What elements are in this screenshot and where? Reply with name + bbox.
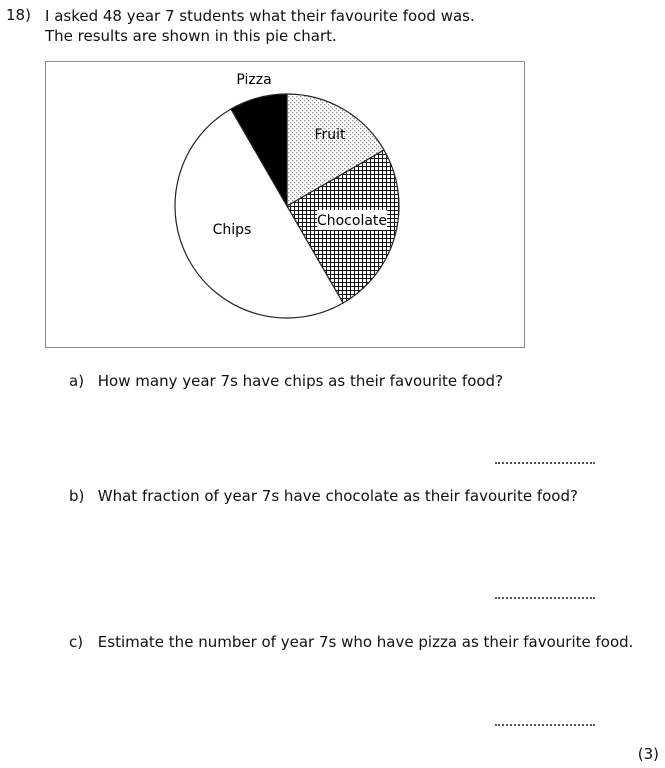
part-a bbox=[69, 372, 503, 390]
label-chocolate: Chocolate bbox=[316, 213, 388, 229]
part-c bbox=[69, 633, 633, 651]
answer-line-a[interactable] bbox=[495, 460, 595, 464]
answer-line-b[interactable] bbox=[495, 595, 595, 599]
intro-line-2: The results are shown in this pie chart. bbox=[45, 27, 337, 45]
part-a-text: How many year 7s have chips as their favourite food? bbox=[97, 372, 504, 390]
part-b-text: What fraction of year 7s have chocolate as their favourite food? bbox=[97, 487, 578, 505]
part-c-text: Estimate the number of year 7s who have pizza as their favourite food. bbox=[97, 633, 634, 651]
pie-chart bbox=[46, 62, 526, 349]
question-intro bbox=[45, 6, 475, 46]
part-a-label: a) bbox=[69, 372, 85, 390]
label-chips: Chips bbox=[212, 222, 252, 238]
answer-line-c[interactable] bbox=[495, 722, 595, 726]
part-b bbox=[69, 487, 578, 505]
marks-label: (3) bbox=[637, 745, 659, 763]
part-b-label: b) bbox=[69, 487, 85, 505]
part-c-label: c) bbox=[69, 633, 84, 651]
label-fruit: Fruit bbox=[314, 127, 346, 143]
pie-chart-frame bbox=[45, 61, 525, 348]
question-number: 18) bbox=[6, 6, 31, 24]
label-pizza: Pizza bbox=[236, 72, 272, 88]
intro-line-1: I asked 48 year 7 students what their favourite food was. bbox=[45, 7, 475, 25]
